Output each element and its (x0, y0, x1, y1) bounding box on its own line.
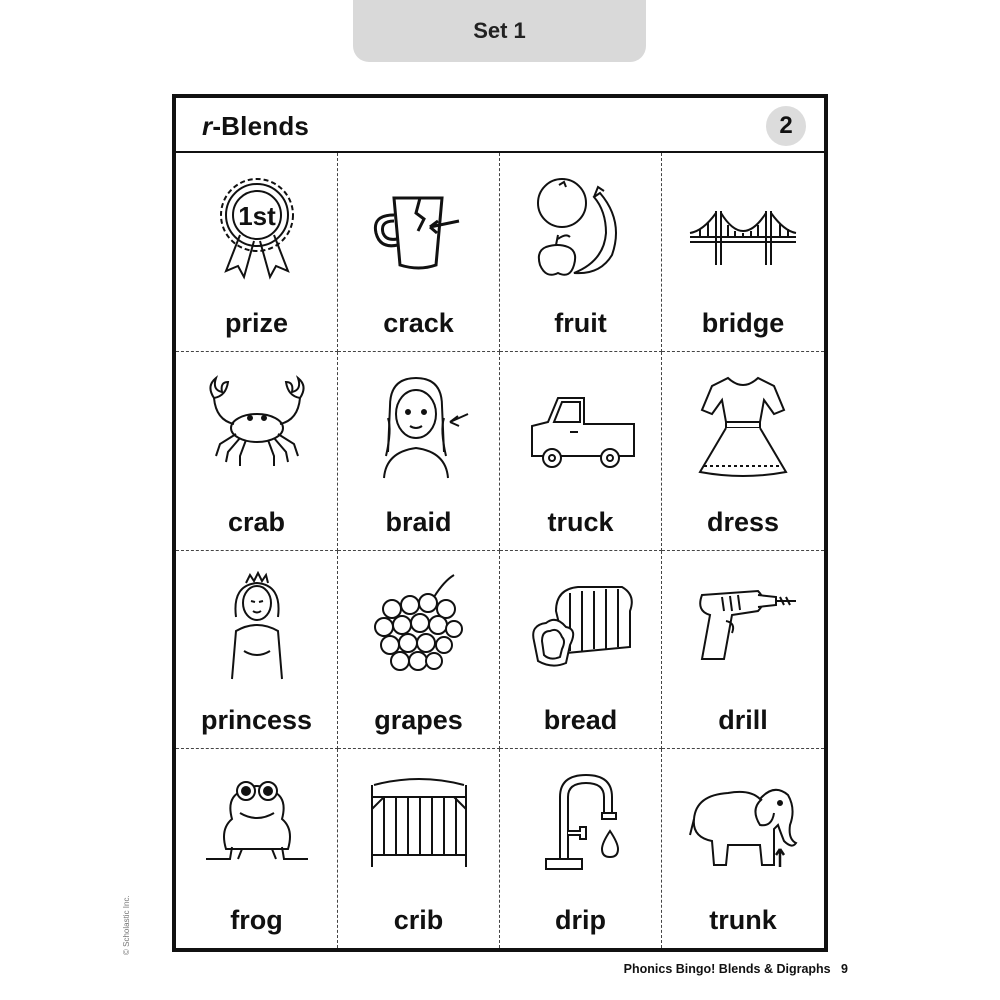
crab-icon (202, 372, 312, 482)
bingo-cell (338, 352, 500, 551)
cell-word: prize (224, 307, 289, 338)
title-prefix: r (202, 111, 213, 141)
bingo-cell (176, 153, 338, 352)
bread-icon (526, 571, 636, 681)
bingo-cell (338, 749, 500, 948)
bingo-cell (500, 551, 662, 750)
bingo-cell (500, 153, 662, 352)
cell-word: drill (718, 705, 768, 736)
truck-icon (526, 372, 636, 482)
title-suffix: -Blends (212, 111, 310, 141)
card-header (176, 98, 824, 153)
cell-word: bridge (701, 307, 785, 338)
bingo-cell (662, 352, 824, 551)
drill-icon (688, 571, 798, 681)
cracked-mug-icon (364, 173, 474, 283)
bingo-cell (338, 551, 500, 750)
grapes-icon (364, 571, 474, 681)
card-number-badge (766, 106, 806, 146)
princess-icon (202, 571, 312, 681)
bingo-cell (338, 153, 500, 352)
cell-word: bread (543, 705, 618, 736)
bingo-cell (662, 153, 824, 352)
bingo-cell (176, 352, 338, 551)
set-tab (353, 0, 646, 62)
bingo-cell (500, 749, 662, 948)
card-title (202, 111, 309, 142)
cell-word: braid (385, 506, 452, 537)
bingo-cell (662, 551, 824, 750)
frog-icon (202, 769, 312, 879)
bingo-cell (176, 749, 338, 948)
card-number: 2 (779, 112, 793, 139)
cell-word: princess (200, 705, 313, 736)
page-footer: Phonics Bingo! Blends & Digraphs 9 (623, 962, 848, 976)
cell-word: trunk (709, 905, 777, 935)
cell-word: fruit (554, 307, 607, 338)
braid-girl-icon (364, 372, 474, 482)
copyright: © Scholastic Inc. (122, 895, 131, 955)
cell-word: truck (547, 506, 614, 537)
ribbon-icon (202, 173, 312, 283)
bingo-cell (500, 352, 662, 551)
cell-word: drip (555, 905, 606, 935)
bingo-grid (176, 153, 824, 948)
dress-icon (688, 372, 798, 482)
ribbon-text: 1st (237, 201, 276, 231)
cell-word: crib (393, 905, 444, 935)
set-label: Set 1 (473, 18, 526, 43)
bingo-cell (662, 749, 824, 948)
bridge-icon (688, 173, 798, 283)
cell-word: frog (230, 905, 283, 935)
bingo-card (172, 94, 828, 952)
cell-word: dress (706, 506, 780, 537)
bingo-cell (176, 551, 338, 750)
crib-icon (364, 769, 474, 879)
fruit-icon (526, 173, 636, 283)
cell-word: crack (383, 307, 454, 338)
faucet-drip-icon (526, 769, 636, 879)
cell-word: grapes (374, 705, 463, 736)
cell-word: crab (227, 506, 286, 537)
elephant-icon (688, 769, 798, 879)
